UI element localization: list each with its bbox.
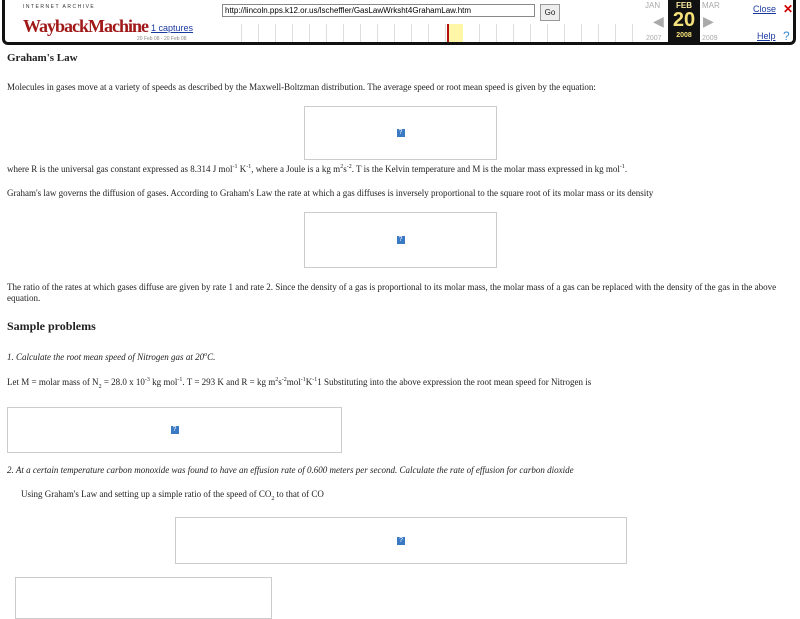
- current-month-highlight: [449, 24, 463, 42]
- text-segment: K: [305, 377, 313, 387]
- text-segment: . T is the Kelvin temperature and M is the molar mass expressed in kg mol: [351, 164, 620, 174]
- superscript: -3: [144, 377, 150, 383]
- text-segment: s: [278, 377, 282, 387]
- text-segment: 2. At a certain temperature carbon monoxide was found to have an effusion rate of 0.600 meters per second. Calculate the rate of effusion for carbon dioxide: [7, 465, 574, 475]
- superscript: -1: [232, 164, 238, 170]
- text-segment: . T = 293 K and R = kg m: [182, 377, 276, 387]
- text-segment: Let M = molar mass of N: [7, 377, 99, 387]
- superscript: -1: [177, 377, 183, 383]
- equation-image-placeholder: [304, 106, 497, 160]
- paragraph-constants: [7, 164, 627, 175]
- page-title: Graham's Law: [7, 52, 78, 64]
- text-segment: K: [237, 164, 247, 174]
- equation-image-placeholder: [7, 407, 342, 453]
- text-segment: The ratio of the rates at which gases diffuse are given by rate 1 and rate 2. Since the density of a gas is proportional to its molar mass, the molar mass of a gas can be replaced with the density of the gas in the above equation.: [7, 282, 777, 303]
- missing-image-icon: ?: [171, 426, 179, 434]
- next-arrow-icon[interactable]: ▶: [703, 13, 714, 29]
- paragraph-grahams-law: [7, 188, 653, 199]
- text-segment: where R is the universal gas constant expressed as 8.314 J mol: [7, 164, 233, 174]
- capture-dates: 20 Feb 08 - 20 Feb 08: [137, 36, 187, 42]
- current-day: 20: [672, 9, 696, 31]
- wayback-logo[interactable]: WaybackMachine: [23, 16, 149, 36]
- paragraph-nitrogen: [7, 377, 591, 388]
- text-segment: Using Graham's Law and setting up a simple ratio of the speed of CO: [21, 489, 272, 499]
- text-segment: to that of CO: [274, 489, 324, 499]
- prev-month[interactable]: JAN: [645, 1, 661, 10]
- close-icon[interactable]: ✕: [783, 2, 794, 16]
- close-link[interactable]: Close: [753, 4, 777, 14]
- superscript: o: [204, 352, 208, 358]
- text-segment: s: [343, 164, 347, 174]
- missing-image-icon: ?: [397, 129, 405, 137]
- help-icon[interactable]: ?: [783, 29, 790, 43]
- equation-image-placeholder: [175, 517, 627, 564]
- sample-problems-heading: Sample problems: [7, 319, 96, 333]
- superscript: -2: [346, 164, 352, 170]
- subscript: 2: [98, 383, 102, 390]
- text-segment: , where a Joule is a kg m: [251, 164, 341, 174]
- equation-image-placeholder: [304, 212, 497, 268]
- prev-arrow-icon[interactable]: ◀: [653, 13, 664, 29]
- logo-caption: INTERNET ARCHIVE: [23, 4, 96, 10]
- equation-image-placeholder: [15, 577, 272, 619]
- next-month[interactable]: MAR: [702, 1, 720, 10]
- superscript: -2: [281, 377, 287, 383]
- text-segment: 1 Substituting into the above expression the root mean speed for Nitrogen is: [317, 377, 592, 387]
- text-segment: C.: [207, 352, 216, 362]
- wayback-toolbar: [2, 0, 796, 45]
- prev-year[interactable]: 2007: [646, 35, 662, 42]
- captures-link[interactable]: 1 captures: [151, 23, 194, 33]
- superscript: -1: [312, 377, 318, 383]
- paragraph-intro: [7, 82, 596, 93]
- text-segment: 1. Calculate the root mean speed of Nitrogen gas at 20: [7, 352, 205, 362]
- url-input[interactable]: [222, 4, 535, 17]
- superscript: 2: [340, 164, 344, 170]
- text-segment: mol: [286, 377, 301, 387]
- text-segment: kg mol: [149, 377, 178, 387]
- missing-image-icon: ?: [397, 236, 405, 244]
- current-month: FEB: [676, 1, 692, 10]
- current-date: [668, 0, 700, 45]
- text-segment: Graham's law governs the diffusion of gases. According to Graham's Law the rate at which a gas diffuses is inversely proportional to the square root of its molar mass or its density: [7, 188, 654, 198]
- help-link[interactable]: Help: [757, 31, 776, 41]
- superscript: -1: [246, 164, 252, 170]
- question-2: [7, 465, 574, 476]
- go-button[interactable]: Go: [540, 4, 560, 21]
- subscript: 2: [271, 495, 275, 502]
- paragraph-ratio: [7, 282, 793, 304]
- capture-marker[interactable]: [447, 24, 449, 42]
- current-year: 2008: [676, 32, 692, 39]
- missing-image-icon: ?: [397, 537, 405, 545]
- text-segment: .: [624, 164, 628, 174]
- question-1: [7, 352, 215, 363]
- superscript: -1: [619, 164, 625, 170]
- text-segment: = 28.0 x 10: [101, 377, 145, 387]
- text-segment: Molecules in gases move at a variety of speeds as described by the Maxwell-Boltzman distribution. The average speed or root mean speed is given by the equation:: [7, 82, 596, 92]
- next-year[interactable]: 2009: [702, 35, 718, 42]
- superscript: 2: [275, 377, 279, 383]
- capture-timeline[interactable]: [225, 24, 641, 42]
- superscript: -1: [300, 377, 306, 383]
- paragraph-co2-ratio: [21, 489, 324, 500]
